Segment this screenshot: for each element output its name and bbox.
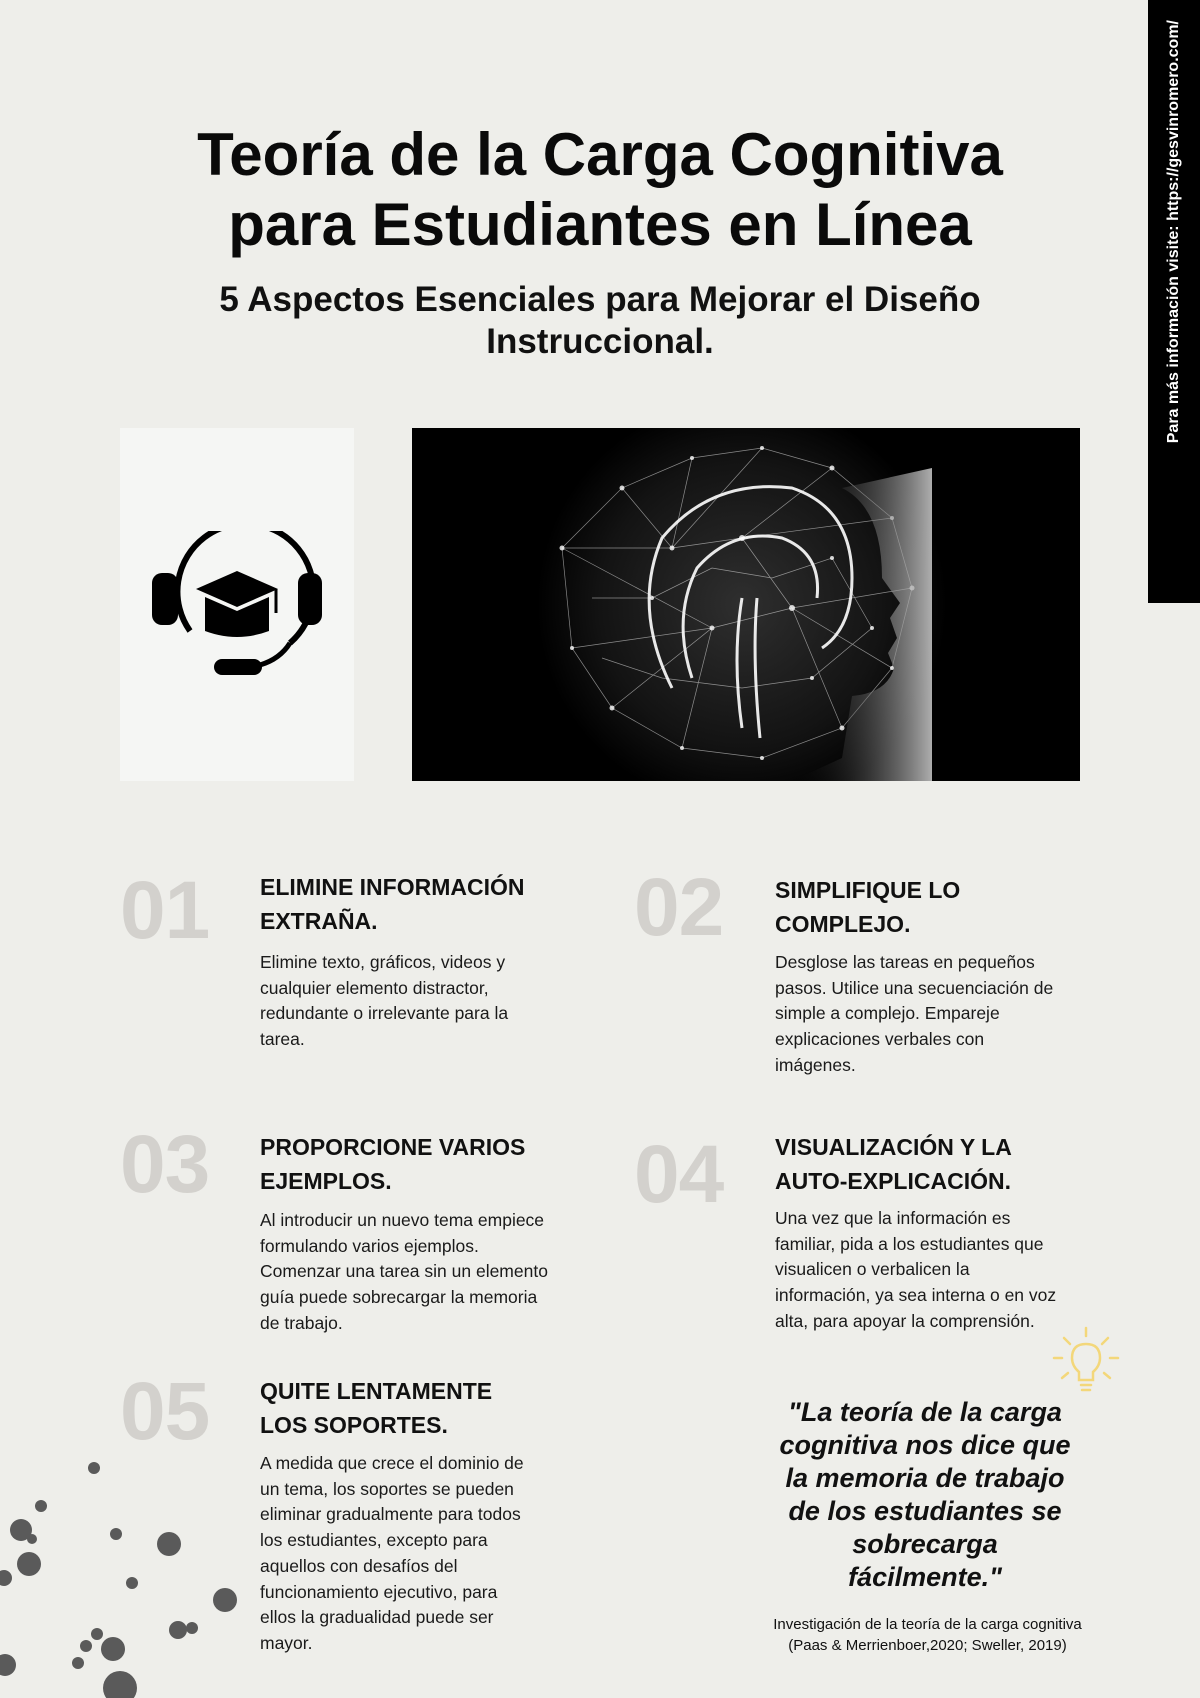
item-number: 03: [120, 1119, 210, 1210]
lightbulb-icon: [1046, 1326, 1126, 1398]
body-line: ellos la gradualidad puede ser: [260, 1607, 494, 1628]
item-title: [775, 873, 1095, 941]
item-title: [260, 1130, 580, 1198]
subtitle-line-1: 5 Aspectos Esenciales para Mejorar el Diseño: [219, 280, 981, 319]
body-line: mayor.: [260, 1632, 313, 1653]
subtitle-line-2: Instruccional.: [486, 322, 714, 361]
item-number: 04: [634, 1129, 724, 1220]
item-title: [260, 870, 580, 938]
item-title-line-1: PROPORCIONE VARIOS: [260, 1134, 526, 1160]
citation-line-1: Investigación de la teoría de la carga cognitiva: [773, 1616, 1082, 1633]
quote-line: fácilmente.": [848, 1562, 1002, 1592]
body-line: pasos. Utilice una secuenciación de: [775, 977, 1054, 998]
page-title: [100, 120, 1100, 260]
body-line: tarea.: [260, 1029, 305, 1050]
body-line: guía puede sobrecargar la memoria: [260, 1287, 538, 1308]
body-line: alta, para apoyar la comprensión.: [775, 1310, 1035, 1331]
item-title-line-1: VISUALIZACIÓN Y LA: [775, 1134, 1012, 1160]
item-body: [260, 1208, 570, 1337]
quote-citation: [750, 1614, 1105, 1656]
item-title: [775, 1130, 1115, 1198]
title-line-1: Teoría de la Carga Cognitiva: [197, 121, 1003, 188]
body-line: aquellos con desafíos del: [260, 1555, 458, 1576]
body-line: Comenzar una tarea sin un elemento: [260, 1261, 548, 1282]
body-line: familiar, pida a los estudiantes que: [775, 1233, 1044, 1254]
citation-line-2: (Paas & Merrienboer,2020; Sweller, 2019): [788, 1637, 1067, 1654]
body-line: de trabajo.: [260, 1312, 343, 1333]
body-line: los estudiantes, excepto para: [260, 1530, 488, 1551]
item-body: [260, 950, 570, 1053]
body-line: información, ya sea interna o en voz: [775, 1285, 1057, 1306]
body-line: redundante o irrelevante para la: [260, 1003, 509, 1024]
item-body: [775, 950, 1095, 1079]
graduation-headset-icon: [150, 531, 324, 681]
item-number: 01: [120, 865, 210, 956]
body-line: imágenes.: [775, 1054, 856, 1075]
body-line: simple a complejo. Empareje: [775, 1003, 1000, 1024]
body-line: Una vez que la información es: [775, 1208, 1011, 1228]
body-line: Desglose las tareas en pequeños: [775, 952, 1035, 972]
item-title: [260, 1374, 580, 1442]
decorative-dots: [0, 1450, 240, 1698]
page-subtitle: [150, 279, 1050, 363]
quote-line: "La teoría de la carga: [788, 1397, 1062, 1427]
item-title-line-1: ELIMINE INFORMACIÓN: [260, 874, 525, 900]
item-number: 05: [120, 1366, 210, 1457]
quote-text: [760, 1396, 1090, 1594]
item-title-line-2: EXTRAÑA.: [260, 908, 378, 934]
sidebar-url-text: Para más información visite: https://gesvinromero.com/: [1165, 20, 1182, 444]
item-title-line-1: QUITE LENTAMENTE: [260, 1378, 493, 1404]
sidebar-banner: [1148, 0, 1200, 603]
body-line: visualicen o verbalicen la: [775, 1259, 970, 1280]
item-body: [260, 1451, 570, 1657]
item-title-line-2: COMPLEJO.: [775, 911, 911, 937]
body-line: explicaciones verbales con: [775, 1029, 985, 1050]
body-line: formulando varios ejemplos.: [260, 1235, 479, 1256]
body-line: A medida que crece el dominio de: [260, 1453, 524, 1473]
body-line: un tema, los soportes se pueden: [260, 1478, 514, 1499]
body-line: funcionamiento ejecutivo, para: [260, 1581, 498, 1602]
item-body: [775, 1206, 1095, 1335]
body-line: Al introducir un nuevo tema empiece: [260, 1210, 545, 1230]
item-title-line-2: AUTO-EXPLICACIÓN.: [775, 1168, 1011, 1194]
body-line: eliminar gradualmente para todos: [260, 1504, 521, 1525]
brain-network-illustration: [412, 428, 1080, 781]
title-line-2: para Estudiantes en Línea: [228, 191, 972, 258]
body-line: Elimine texto, gráficos, videos y: [260, 952, 506, 972]
item-title-line-2: EJEMPLOS.: [260, 1168, 392, 1194]
item-number: 02: [634, 862, 724, 953]
body-line: cualquier elemento distractor,: [260, 977, 489, 998]
quote-line: la memoria de trabajo: [785, 1463, 1065, 1493]
item-title-line-1: SIMPLIFIQUE LO: [775, 877, 961, 903]
item-title-line-2: LOS SOPORTES.: [260, 1412, 448, 1438]
brain-network-image: [412, 428, 1080, 781]
icon-card: [120, 428, 354, 781]
quote-line: cognitiva nos dice que: [779, 1430, 1071, 1460]
quote-line: sobrecarga: [852, 1529, 998, 1559]
quote-line: de los estudiantes se: [788, 1496, 1062, 1526]
